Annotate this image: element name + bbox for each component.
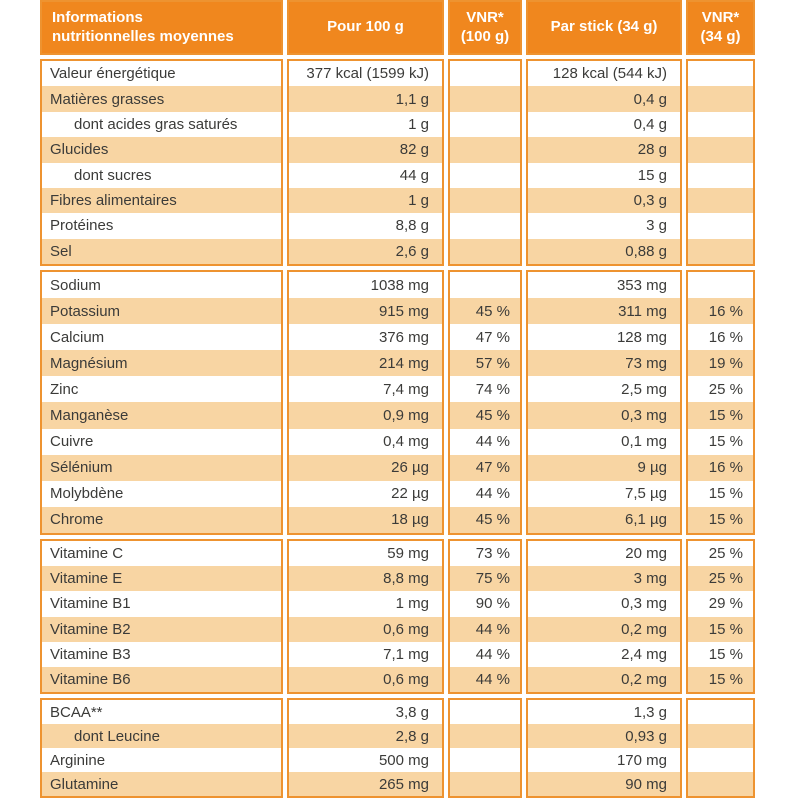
value-per-100g: 7,1 mg [289,642,442,667]
value-vnr-100g [450,724,520,748]
value-vnr-100g [450,700,520,724]
row-label: Glutamine [42,772,281,796]
row-label: Glucides [42,137,281,162]
row-label: Valeur énergétique [42,61,281,86]
value-per-stick: 0,93 g [528,724,680,748]
value-per-stick: 9 µg [528,455,680,481]
row-label: Manganèse [42,402,281,428]
value-per-100g: 0,6 mg [289,667,442,692]
row-label: Vitamine B6 [42,667,281,692]
value-per-100g: 82 g [289,137,442,162]
section-minerals [40,270,755,535]
row-label: Protéines [42,213,281,238]
value-per-100g: 0,6 mg [289,617,442,642]
value-per-100g: 22 µg [289,481,442,507]
column-box-value-per-100g [287,698,444,798]
value-per-100g: 7,4 mg [289,376,442,402]
header-vnr-34g-line2: (34 g) [700,27,741,45]
value-vnr-100g: 44 % [450,642,520,667]
row-label: Chrome [42,507,281,533]
row-label: Vitamine B3 [42,642,281,667]
section-macronutrients [40,59,755,266]
value-per-stick: 0,3 mg [528,402,680,428]
value-per-stick: 128 kcal (544 kJ) [528,61,680,86]
value-vnr-34g [688,700,753,724]
value-per-100g: 0,9 mg [289,402,442,428]
header-cell-vnr-34g [686,0,755,55]
column-box-value-vnr-34g [686,698,755,798]
value-per-100g: 2,6 g [289,239,442,264]
row-label: dont acides gras saturés [42,112,281,137]
value-per-stick: 3 g [528,213,680,238]
value-per-100g: 1,1 g [289,86,442,111]
value-vnr-34g [688,137,753,162]
value-vnr-100g: 47 % [450,455,520,481]
value-vnr-34g: 16 % [688,324,753,350]
row-label: Fibres alimentaires [42,188,281,213]
header-cell-per-100g [287,0,444,55]
value-per-100g: 0,4 mg [289,429,442,455]
value-per-stick: 0,88 g [528,239,680,264]
value-vnr-100g [450,772,520,796]
value-vnr-100g [450,163,520,188]
column-box-value-vnr-34g [686,270,755,535]
value-vnr-100g: 44 % [450,429,520,455]
value-per-stick: 0,4 g [528,112,680,137]
value-per-100g: 1 mg [289,591,442,616]
value-vnr-100g [450,61,520,86]
nutrition-table [40,0,755,798]
section-vitamins [40,539,755,694]
value-vnr-34g: 25 % [688,566,753,591]
value-vnr-34g [688,163,753,188]
row-label: Zinc [42,376,281,402]
header-cell-vnr-100g [448,0,522,55]
header-title-line1: Informations [52,9,143,27]
header-vnr-100g-line1: VNR* [466,9,504,27]
row-label: Cuivre [42,429,281,455]
column-box-value-vnr-100g [448,539,522,694]
value-vnr-100g [450,239,520,264]
row-label: Potassium [42,298,281,324]
value-vnr-34g [688,188,753,213]
header-cell-title [40,0,283,55]
value-per-100g: 500 mg [289,748,442,772]
value-vnr-34g [688,112,753,137]
row-label: Vitamine E [42,566,281,591]
table-header [40,0,755,55]
row-label: Sodium [42,272,281,298]
value-per-stick: 0,2 mg [528,617,680,642]
value-per-stick: 0,1 mg [528,429,680,455]
header-vnr-34g-line1: VNR* [701,9,740,27]
value-per-100g: 376 mg [289,324,442,350]
header-per-100g-label: Pour 100 g [327,18,404,36]
value-vnr-100g: 45 % [450,402,520,428]
column-box-value-vnr-100g [448,270,522,535]
value-vnr-100g [450,86,520,111]
column-box-row-label [40,539,283,694]
value-vnr-34g [688,61,753,86]
value-per-100g: 915 mg [289,298,442,324]
value-vnr-34g: 25 % [688,376,753,402]
value-vnr-34g: 19 % [688,350,753,376]
value-vnr-100g [450,272,520,298]
value-per-stick: 6,1 µg [528,507,680,533]
value-vnr-100g [450,137,520,162]
value-vnr-34g [688,239,753,264]
value-vnr-34g [688,724,753,748]
value-vnr-34g: 15 % [688,617,753,642]
column-box-value-vnr-34g [686,539,755,694]
row-label: Vitamine C [42,541,281,566]
column-box-value-per-stick [526,270,682,535]
row-label: Sélénium [42,455,281,481]
value-vnr-100g: 75 % [450,566,520,591]
value-per-stick: 353 mg [528,272,680,298]
value-vnr-34g [688,272,753,298]
value-vnr-34g: 15 % [688,507,753,533]
value-per-stick: 15 g [528,163,680,188]
row-label: Arginine [42,748,281,772]
value-vnr-34g: 15 % [688,402,753,428]
row-label: dont sucres [42,163,281,188]
value-per-stick: 1,3 g [528,700,680,724]
column-box-value-per-stick [526,698,682,798]
value-per-stick: 73 mg [528,350,680,376]
value-per-100g: 265 mg [289,772,442,796]
value-vnr-34g [688,213,753,238]
value-vnr-34g: 15 % [688,667,753,692]
value-per-stick: 2,4 mg [528,642,680,667]
value-per-stick: 20 mg [528,541,680,566]
value-vnr-100g: 45 % [450,298,520,324]
value-vnr-100g: 73 % [450,541,520,566]
section-amino-acids [40,698,755,798]
value-vnr-100g [450,748,520,772]
value-per-stick: 128 mg [528,324,680,350]
value-per-100g: 377 kcal (1599 kJ) [289,61,442,86]
row-label: Vitamine B1 [42,591,281,616]
column-box-row-label [40,698,283,798]
value-vnr-100g: 90 % [450,591,520,616]
value-per-stick: 170 mg [528,748,680,772]
value-per-100g: 2,8 g [289,724,442,748]
value-per-stick: 28 g [528,137,680,162]
column-box-row-label [40,270,283,535]
value-vnr-34g: 15 % [688,642,753,667]
header-per-stick-label: Par stick (34 g) [550,18,658,36]
row-label: BCAA** [42,700,281,724]
value-vnr-100g: 44 % [450,617,520,642]
row-label: Calcium [42,324,281,350]
value-per-100g: 1038 mg [289,272,442,298]
column-box-value-per-stick [526,59,682,266]
column-box-value-vnr-34g [686,59,755,266]
row-label: Matières grasses [42,86,281,111]
value-per-100g: 18 µg [289,507,442,533]
value-per-stick: 0,2 mg [528,667,680,692]
header-vnr-100g-line2: (100 g) [460,27,510,45]
value-per-100g: 1 g [289,188,442,213]
value-vnr-34g: 25 % [688,541,753,566]
row-label: Sel [42,239,281,264]
value-per-stick: 3 mg [528,566,680,591]
column-box-value-per-stick [526,539,682,694]
value-per-stick: 0,3 mg [528,591,680,616]
value-per-stick: 0,3 g [528,188,680,213]
column-box-value-per-100g [287,59,444,266]
value-vnr-34g [688,772,753,796]
value-vnr-34g: 15 % [688,429,753,455]
header-title-line2: nutritionnelles moyennes [52,27,234,45]
value-per-100g: 214 mg [289,350,442,376]
value-per-100g: 26 µg [289,455,442,481]
value-vnr-34g: 16 % [688,298,753,324]
value-vnr-100g: 45 % [450,507,520,533]
value-vnr-100g: 44 % [450,667,520,692]
value-vnr-100g: 57 % [450,350,520,376]
header-cell-per-stick [526,0,682,55]
value-per-100g: 3,8 g [289,700,442,724]
column-box-value-per-100g [287,539,444,694]
value-per-stick: 7,5 µg [528,481,680,507]
value-vnr-100g: 44 % [450,481,520,507]
value-vnr-100g [450,213,520,238]
value-vnr-100g [450,188,520,213]
row-label: dont Leucine [42,724,281,748]
value-per-100g: 59 mg [289,541,442,566]
value-per-stick: 2,5 mg [528,376,680,402]
value-per-stick: 0,4 g [528,86,680,111]
column-box-row-label [40,59,283,266]
value-vnr-100g: 74 % [450,376,520,402]
value-per-stick: 311 mg [528,298,680,324]
row-label: Magnésium [42,350,281,376]
value-vnr-34g: 29 % [688,591,753,616]
column-box-value-vnr-100g [448,59,522,266]
value-vnr-100g [450,112,520,137]
value-vnr-34g: 16 % [688,455,753,481]
value-per-100g: 44 g [289,163,442,188]
value-vnr-34g: 15 % [688,481,753,507]
row-label: Molybdène [42,481,281,507]
value-vnr-34g [688,748,753,772]
value-per-100g: 8,8 g [289,213,442,238]
value-per-100g: 1 g [289,112,442,137]
value-vnr-100g: 47 % [450,324,520,350]
value-vnr-34g [688,86,753,111]
value-per-100g: 8,8 mg [289,566,442,591]
value-per-stick: 90 mg [528,772,680,796]
row-label: Vitamine B2 [42,617,281,642]
column-box-value-vnr-100g [448,698,522,798]
column-box-value-per-100g [287,270,444,535]
